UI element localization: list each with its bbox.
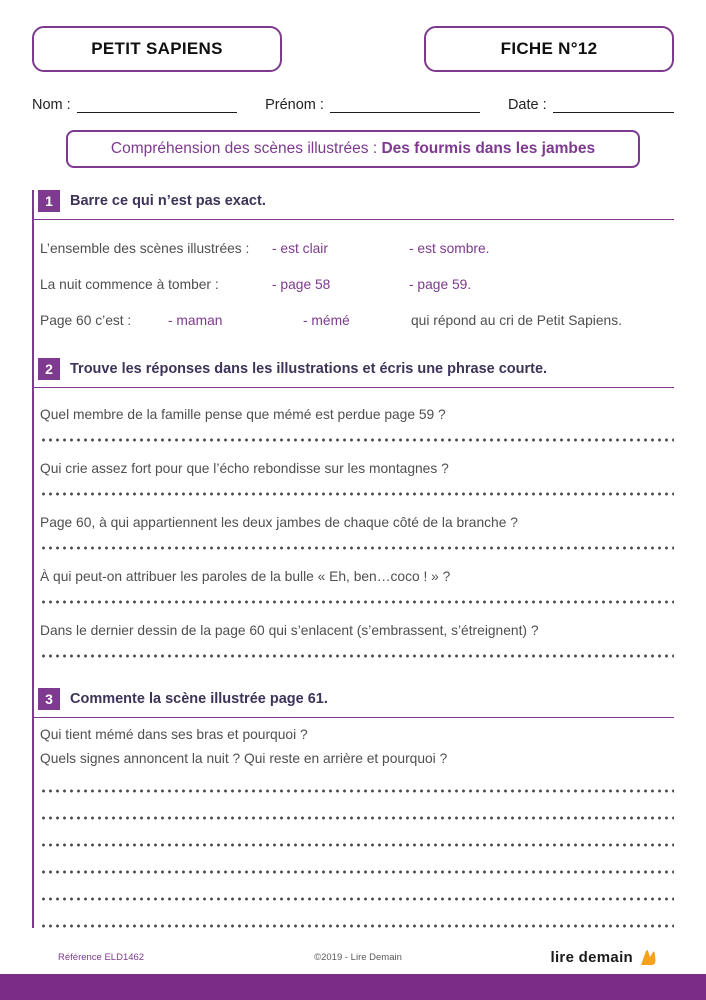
section-2-title: Trouve les réponses dans les illustrations et écris une phrase courte. <box>70 361 548 377</box>
answer-line <box>40 492 674 496</box>
section-1 <box>34 190 674 328</box>
option-meme: - mémé <box>303 313 350 328</box>
option-est-sombre: - est sombre. <box>409 241 490 256</box>
answer-line <box>40 546 674 550</box>
prenom-field <box>265 96 480 113</box>
series-title-box <box>32 26 282 72</box>
answer-line <box>40 438 674 442</box>
reference-code: Référence ELD1462 <box>58 951 145 963</box>
question: Dans le dernier dessin de la page 60 qui s’enlacent (s’embrassent, s’étreignent) ? <box>40 623 539 638</box>
exercise-row <box>34 241 674 256</box>
section-1-number-badge: 1 <box>38 190 60 212</box>
question: Qui crie assez fort pour que l’écho rebondisse sur les montagnes ? <box>40 461 449 476</box>
nom-field <box>32 96 237 113</box>
question: Page 60, à qui appartiennent les deux jambes de chaque côté de la branche ? <box>40 515 518 530</box>
fiche-number-box <box>424 26 674 72</box>
question: Quels signes annoncent la nuit ? Qui reste en arrière et pourquoi ? <box>40 751 448 766</box>
date-line <box>553 96 674 113</box>
section-3-heading <box>34 688 674 710</box>
identity-row <box>32 96 674 113</box>
header <box>32 26 674 72</box>
worksheet-title-box <box>66 130 640 168</box>
section-2-rule <box>34 387 674 388</box>
question: À qui peut-on attribuer les paroles de la bulle « Eh, ben…coco ! » ? <box>40 569 451 584</box>
section-3-rule <box>34 717 674 718</box>
section-3-number-badge: 3 <box>38 688 60 710</box>
section-2-number-badge: 2 <box>38 358 60 380</box>
sections-container <box>32 190 674 928</box>
answer-line <box>40 924 674 928</box>
answer-line <box>40 654 674 658</box>
section-2 <box>34 358 674 658</box>
section-2-heading <box>34 358 674 380</box>
footer-bar <box>0 974 706 1000</box>
answer-line <box>40 897 674 901</box>
row-label: Page 60 c’est : <box>40 313 132 328</box>
section-1-heading <box>34 190 674 212</box>
section-1-title: Barre ce qui n’est pas exact. <box>70 193 266 209</box>
prenom-label: Prénom : <box>265 97 324 113</box>
answer-line <box>40 600 674 604</box>
logo-text: lire demain <box>550 948 633 966</box>
option-page-58: - page 58 <box>272 277 331 292</box>
answer-line <box>40 816 674 820</box>
answer-line <box>40 789 674 793</box>
lire-demain-logo <box>458 948 658 966</box>
question: Quel membre de la famille pense que mémé est perdue page 59 ? <box>40 407 446 422</box>
footer <box>0 940 706 1000</box>
nom-line <box>77 96 237 113</box>
row-label: L’ensemble des scènes illustrées : <box>40 241 250 256</box>
nom-label: Nom : <box>32 97 71 113</box>
logo-flame-icon <box>638 948 658 966</box>
option-page-59: - page 59. <box>409 277 472 292</box>
copyright: ©2019 - Lire Demain <box>314 951 402 963</box>
worksheet-title-prefix: Compréhension des scènes illustrées : <box>110 140 382 157</box>
question: Qui tient mémé dans ses bras et pourquoi ? <box>40 727 308 742</box>
date-field <box>508 96 674 113</box>
exercise-row <box>34 277 674 292</box>
footer-row <box>0 940 706 974</box>
date-label: Date : <box>507 97 547 113</box>
prenom-line <box>330 96 480 113</box>
worksheet-title-bold: Des fourmis dans les jambes <box>381 140 596 157</box>
answer-line <box>40 843 674 847</box>
answer-line <box>40 870 674 874</box>
section-3-title: Commente la scène illustrée page 61. <box>70 691 328 707</box>
row-label: La nuit commence à tomber : <box>40 277 219 292</box>
row-suffix: qui répond au cri de Petit Sapiens. <box>411 313 622 328</box>
series-title: PETIT SAPIENS <box>91 39 223 58</box>
section-3 <box>34 688 674 928</box>
option-est-clair: - est clair <box>272 241 328 256</box>
fiche-number: FICHE N°12 <box>500 39 598 58</box>
exercise-row <box>34 313 674 328</box>
option-maman: - maman <box>168 313 223 328</box>
section-1-rule <box>34 219 674 220</box>
